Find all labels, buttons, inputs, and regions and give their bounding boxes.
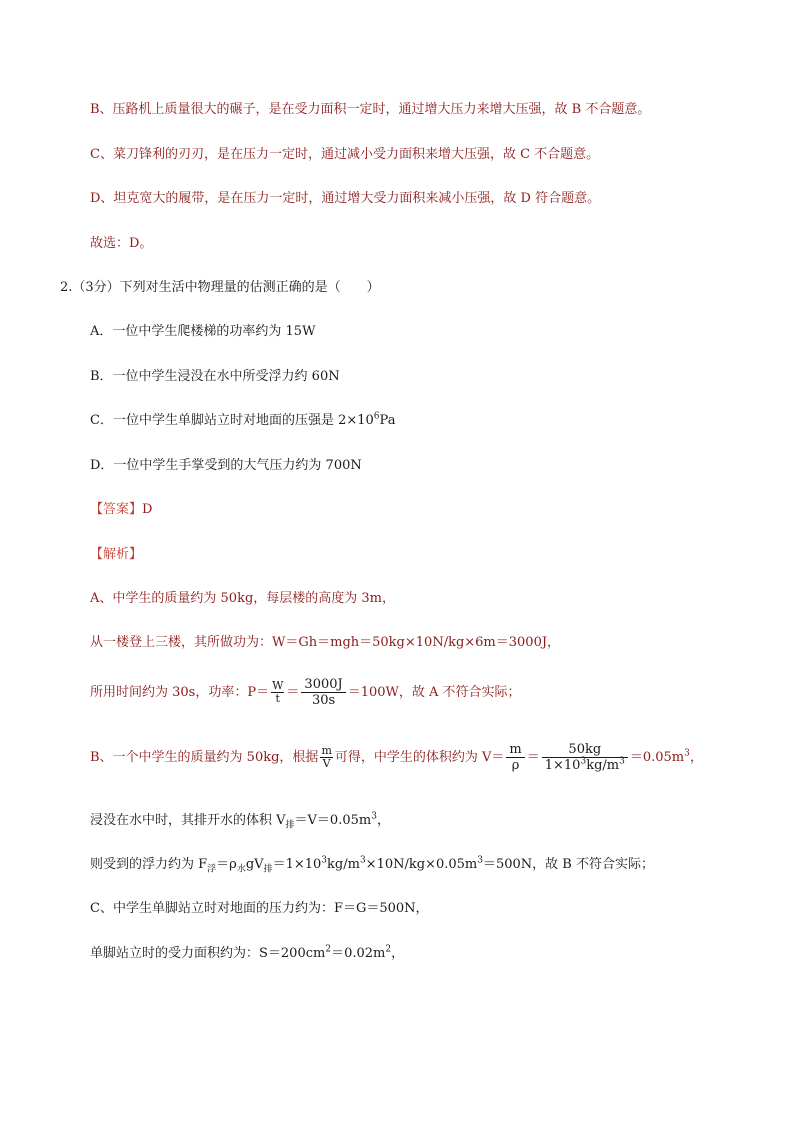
analysis-b-line-1 [90, 742, 703, 773]
b3-subscript: 水 [236, 864, 246, 875]
fraction-3000j-over-30s [301, 677, 345, 708]
b3-subscript: 浮 [207, 864, 217, 875]
a3-prefix: 所用时间约为 30s，功率：P＝ [90, 685, 270, 700]
b3-subscript: 排 [263, 864, 273, 875]
prev-option-d-explanation: D、坦克宽大的履带，是在压力一定时，通过增大受力面积来减小压强，故 D 符合题意。 [90, 191, 601, 206]
fraction-m-over-v [320, 745, 332, 770]
fraction-numerator: 3000J [301, 677, 345, 693]
fraction-50kg-over-density [542, 742, 628, 773]
a3-suffix: ＝100W，故 A 不符合实际； [347, 685, 521, 700]
b3-part: ＝ρ [216, 857, 237, 872]
b3-part: kg/m [327, 857, 360, 872]
c2-exponent: 2 [325, 944, 332, 955]
fraction-denominator: ρ [511, 758, 520, 773]
analysis-a-line-2: 从一楼登上三楼，其所做功为：W＝Gh＝mgh＝50kg×10N/kg×6m＝3000J， [90, 635, 561, 650]
analysis-b-line-2 [90, 811, 390, 831]
b2-subscript: 排 [285, 820, 295, 831]
answer-label: 【答案】 [90, 502, 143, 517]
prev-option-c-explanation: C、菜刀锋利的刃刃，是在压力一定时，通过减小受力面积来增大压强，故 C 不合题意。 [90, 147, 600, 162]
den-exponent: 3 [580, 756, 587, 767]
option-c-text: C．一位中学生单脚站立时对地面的压强是 2×10 [90, 413, 374, 428]
question-2-option-d: D．一位中学生手掌受到的大气压力约为 700N [90, 458, 362, 473]
option-c-unit: Pa [379, 413, 396, 428]
fraction-numerator: W [272, 679, 284, 692]
fraction-w-over-t [271, 680, 284, 705]
analysis-a-line-1: A、中学生的质量约为 50kg，每层楼的高度为 3m， [90, 591, 395, 606]
b1-prefix: B、一个中学生的质量约为 50kg，根据 [90, 750, 319, 765]
c2-part: ＝0.02m [331, 946, 386, 961]
answer-value: D [142, 502, 153, 517]
b2-end: ， [376, 813, 390, 828]
fraction-numerator: m [506, 742, 524, 758]
question-2-stem: 2.（3分）下列对生活中物理量的估测正确的是（ ） [60, 280, 380, 295]
b3-part: gV [245, 857, 264, 872]
question-2-option-c [90, 411, 395, 431]
prev-conclusion: 故选：D。 [90, 236, 153, 251]
analysis-c-line-1: C、中学生单脚站立时对地面的压力约为：F＝G＝500N， [90, 901, 429, 916]
fraction-denominator [542, 758, 628, 773]
analysis-b-line-3 [90, 855, 654, 875]
analysis-label: 【解析】 [90, 547, 143, 562]
fraction-denominator: t [275, 692, 280, 705]
b2-exponent: 3 [371, 811, 377, 822]
den-unit-exponent: 3 [619, 756, 625, 767]
b3-part: 则受到的浮力约为 F [90, 857, 208, 872]
prev-option-b-explanation: B、压路机上质量很大的碾子，是在受力面积一定时，通过增大压力来增大压强，故 B 不合题意。 [90, 102, 651, 117]
b1-equals: ＝ [526, 750, 540, 765]
question-2-option-b: B．一位中学生浸没在水中所受浮力约 60N [90, 369, 340, 384]
answer-line [90, 500, 152, 520]
c2-part: ， [391, 946, 405, 961]
den-unit: kg/m [586, 758, 620, 773]
den-prefix: 1×10 [544, 758, 581, 773]
analysis-c-line-2 [90, 944, 404, 964]
b3-exponent: 3 [359, 855, 366, 866]
b3-part: ＝500N，故 B 不符合实际； [482, 857, 654, 872]
fraction-denominator: V [322, 757, 331, 770]
option-c-exponent: 6 [373, 411, 380, 422]
b2-mid: ＝V＝0.05m [294, 813, 372, 828]
b1-suffix: ＝0.05m [629, 750, 685, 765]
fraction-denominator: 30s [311, 693, 336, 708]
b3-part: ×10N/kg×0.05m [365, 857, 478, 872]
b3-exponent: 3 [477, 855, 483, 866]
c2-exponent: 2 [385, 944, 392, 955]
a3-equals: ＝ [286, 685, 300, 700]
b1-end: ， [689, 750, 703, 765]
question-2-option-a: A．一位中学生爬楼梯的功率约为 15W [90, 324, 316, 339]
b3-part: ＝1×10 [272, 857, 322, 872]
b1-mid: 可得，中学生的体积约为 V＝ [334, 750, 505, 765]
fraction-m-over-rho [506, 742, 524, 773]
fraction-numerator: 50kg [542, 742, 628, 758]
analysis-a-line-3 [90, 677, 521, 708]
b2-prefix: 浸没在水中时，其排开水的体积 V [90, 813, 286, 828]
b1-suffix-exponent: 3 [684, 748, 690, 759]
b3-exponent: 3 [321, 855, 328, 866]
fraction-numerator: m [321, 744, 332, 757]
c2-part: 单脚站立时的受力面积约为：S＝200cm [90, 946, 326, 961]
